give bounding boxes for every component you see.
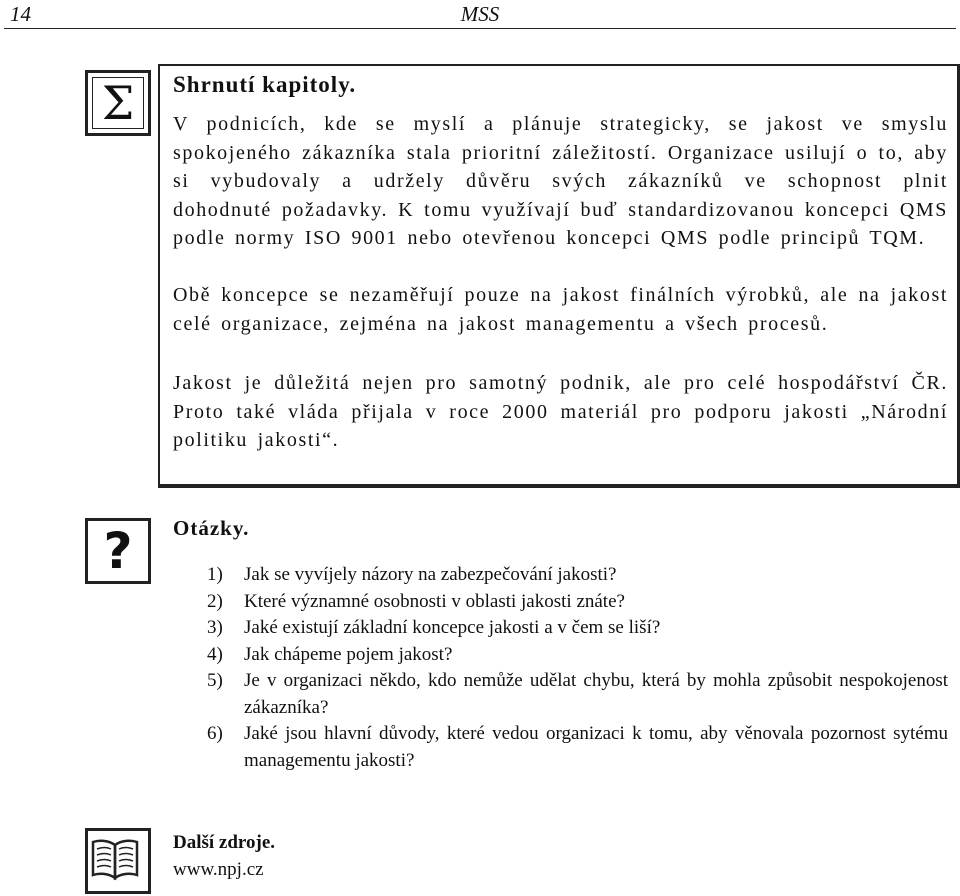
list-item	[207, 615, 948, 642]
list-item	[207, 721, 948, 774]
list-item	[207, 642, 948, 669]
questions-title: Otázky.	[173, 516, 250, 540]
summary-title: Shrnutí kapitoly.	[173, 72, 357, 97]
sigma-glyph: Σ	[101, 76, 135, 130]
list-item	[207, 668, 948, 721]
book-graphic	[88, 831, 142, 885]
questions-list	[207, 562, 948, 774]
list-item	[207, 562, 948, 589]
question-text: Které významné osobnosti v oblasti jakosti znáte?	[244, 590, 625, 612]
question-text: Jak chápeme pojem jakost?	[244, 643, 453, 665]
header-rule	[4, 28, 956, 29]
question-number: 6)	[207, 723, 223, 744]
sources-title: Další zdroje.	[173, 832, 276, 853]
sigma-icon	[85, 70, 151, 136]
summary-paragraph: V podnicích, kde se myslí a plánuje strategicky, se jakost ve smyslu spokojeného zákazníka stala prioritní záležitostí. Organizace usilují o to, aby si vybudovaly a udržely důvěru svých zákazníků ve schopnost plnit dohodnuté požadavky. K tomu využívají buď standardizovanou koncepci QMS podle normy ISO 9001 nebo otevřenou koncepci QMS podle principů TQM.	[173, 113, 948, 249]
question-number: 3)	[207, 617, 223, 638]
page-number: 14	[10, 2, 31, 26]
question-glyph: ?	[103, 522, 133, 580]
list-item	[207, 589, 948, 616]
question-number: 5)	[207, 670, 223, 691]
page-header	[0, 0, 960, 28]
question-text: Jaké existují základní koncepce jakosti a v čem se liší?	[244, 617, 661, 638]
open-book-icon	[85, 828, 151, 894]
question-number: 4)	[207, 643, 223, 665]
running-title: MSS	[460, 2, 500, 26]
summary-paragraph: Obě koncepce se nezaměřují pouze na jakost finálních výrobků, ale na jakost celé organizace, zejména na jakost managementu a všech procesů.	[173, 284, 948, 335]
question-text: Jak se vyvíjely názory na zabezpečování jakosti?	[244, 564, 617, 585]
summary-paragraph: Jakost je důležitá nejen pro samotný podnik, ale pro celé hospodářství ČR. Proto také vláda přijala v roce 2000 materiál pro podporu jakosti „Národní politiku jakosti“.	[173, 372, 948, 451]
question-text: Je v organizaci někdo, kdo nemůže udělat chybu, která by mohla způsobit nespokojenost zákazníka?	[244, 670, 948, 718]
question-number: 1)	[207, 564, 223, 585]
question-mark-icon	[85, 518, 151, 584]
question-number: 2)	[207, 590, 223, 612]
sources-link[interactable]: www.npj.cz	[173, 859, 264, 880]
question-text: Jaké jsou hlavní důvody, které vedou organizaci k tomu, aby věnovala pozornost sytému managementu jakosti?	[244, 723, 948, 771]
